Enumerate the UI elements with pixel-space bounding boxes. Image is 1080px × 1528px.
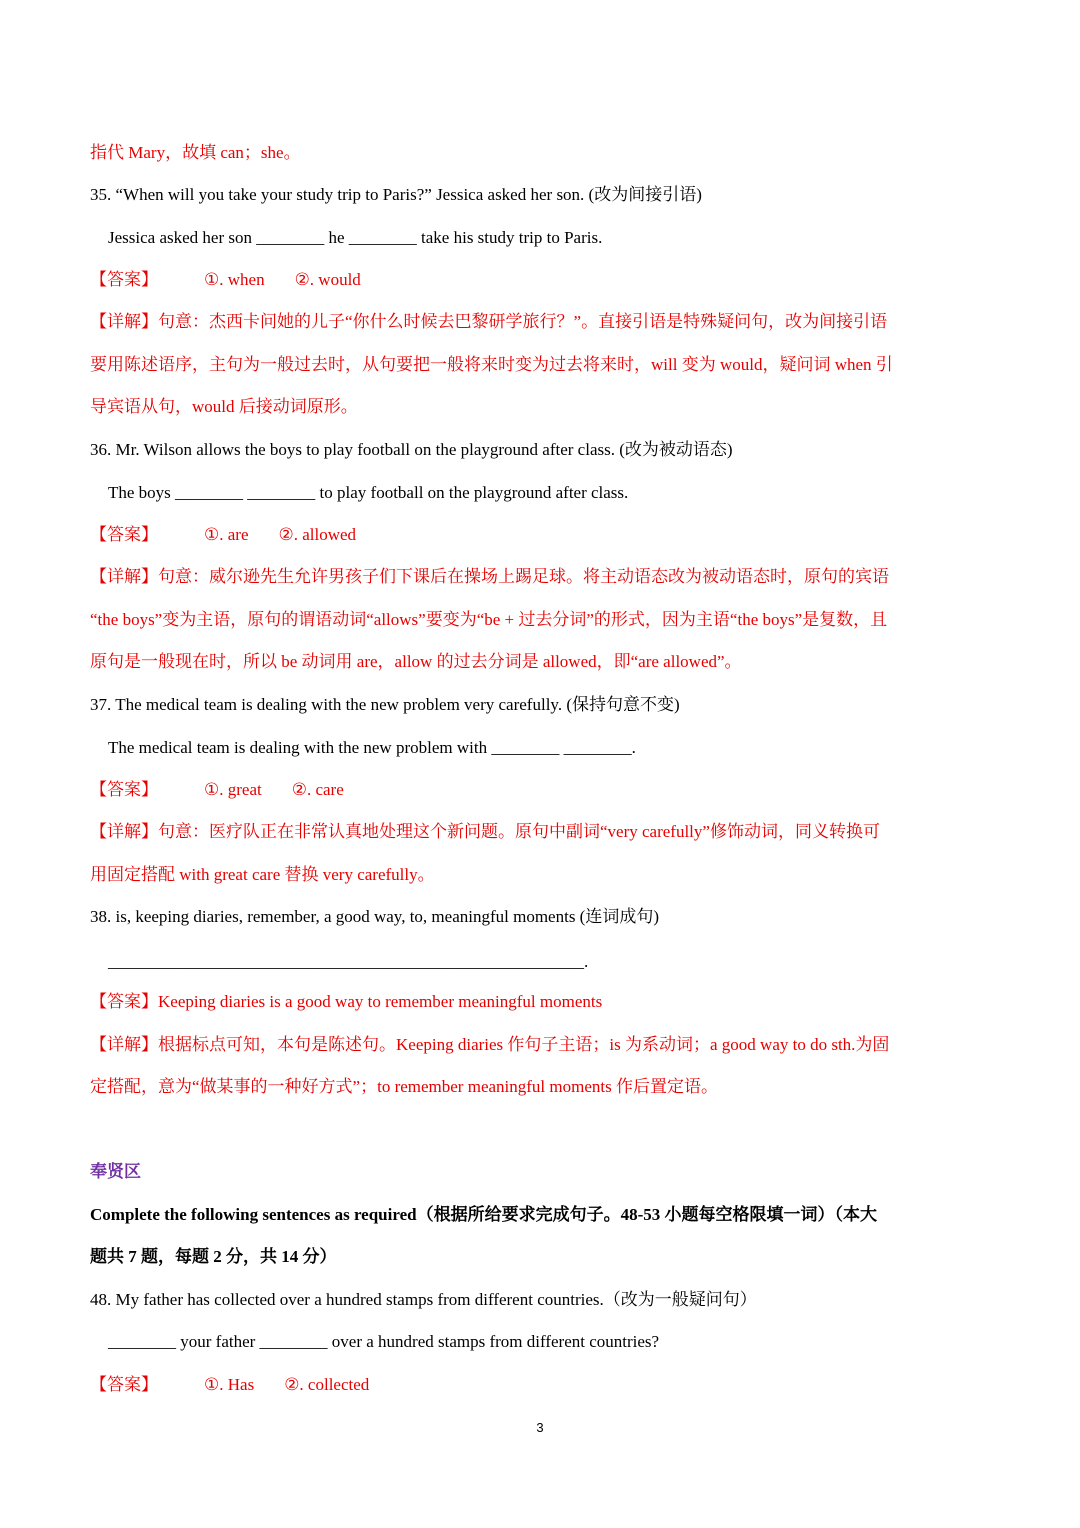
explanation-tail-34: 指代 Mary，故填 can；she。	[90, 143, 301, 162]
answer-35-item-1: ①. when	[204, 270, 265, 289]
explanation-38-line-2: 定搭配，意为“做某事的一种好方式”；to remember meaningful moments 作后置定语。	[90, 1077, 718, 1096]
answer-48	[90, 1374, 984, 1396]
explanation-37-line-1: 【详解】句意：医疗队正在非常认真地处理这个新问题。原句中副词“very carefully”修饰动词，同义转换可	[90, 822, 880, 841]
question-37: 37. The medical team is dealing with the new problem very carefully. (保持句意不变)	[90, 695, 680, 714]
question-48: 48. My father has collected over a hundred stamps from different countries.（改为一般疑问句）	[90, 1290, 757, 1309]
explanation-36-line-1: 【详解】句意：威尔逊先生允许男孩子们下课后在操场上踢足球。将主动语态改为被动语态时，原句的宾语	[90, 567, 889, 586]
explanation-35-line-1: 【详解】句意：杰西卡问她的儿子“你什么时候去巴黎研学旅行？”。直接引语是特殊疑问句，改为间接引语	[90, 312, 888, 331]
answer-36-item-2: ②. allowed	[278, 525, 357, 544]
explanation-36-line-2: “the boys”变为主语，原句的谓语动词“allows”要变为“be + 过去分词”的形式，因为主语“the boys”是复数，且	[90, 610, 888, 629]
answer-48-item-2: ②. collected	[284, 1375, 370, 1394]
answer-label: 【答案】	[90, 525, 158, 544]
answer-label: 【答案】	[90, 1375, 158, 1394]
question-36: 36. Mr. Wilson allows the boys to play football on the playground after class. (改为被动语态)	[90, 440, 733, 459]
explanation-35-line-3: 导宾语从句，would 后接动词原形。	[90, 397, 358, 416]
answer-36	[90, 524, 984, 546]
answer-label: 【答案】	[90, 780, 158, 799]
section-instruction-line-1: Complete the following sentences as required（根据所给要求完成句子。48-53 小题每空格限填一词）（本大	[90, 1205, 878, 1224]
answer-36-item-1: ①. are	[204, 525, 249, 544]
answer-35-item-2: ②. would	[294, 270, 361, 289]
explanation-38-line-1: 【详解】根据标点可知，本句是陈述句。Keeping diaries 作句子主语；is 为系动词；a good way to do sth.为固	[90, 1035, 890, 1054]
answer-37-item-1: ①. great	[204, 780, 262, 799]
question-38: 38. is, keeping diaries, remember, a good way, to, meaningful moments (连词成句)	[90, 907, 660, 926]
question-37-blank: The medical team is dealing with the new problem with ________ ________.	[108, 738, 636, 757]
question-48-blank: ________ your father ________ over a hundred stamps from different countries?	[108, 1332, 660, 1351]
answer-35	[90, 269, 984, 291]
explanation-36-line-3: 原句是一般现在时，所以 be 动词用 are，allow 的过去分词是 allowed，即“are allowed”。	[90, 652, 742, 671]
explanation-35-line-2: 要用陈述语序，主句为一般过去时，从句要把一般将来时变为过去将来时，will 变为 would，疑问词 when 引	[90, 355, 893, 374]
page-number: 3	[536, 1420, 544, 1435]
question-36-blank: The boys ________ ________ to play football on the playground after class.	[108, 483, 629, 502]
question-35: 35. “When will you take your study trip to Paris?” Jessica asked her son. (改为间接引语)	[90, 185, 702, 204]
answer-48-item-1: ①. Has	[204, 1375, 255, 1394]
answer-37	[90, 779, 984, 801]
answer-label: 【答案】	[90, 270, 158, 289]
answer-37-item-2: ②. care	[291, 780, 344, 799]
answer-38: 【答案】Keeping diaries is a good way to remember meaningful moments	[90, 992, 603, 1011]
question-35-blank: Jessica asked her son ________ he ________ take his study trip to Paris.	[108, 228, 603, 247]
section-instruction-line-2: 题共 7 题，每题 2 分，共 14 分）	[90, 1247, 337, 1266]
question-38-blank: ________________________________________________________.	[108, 952, 589, 971]
district-heading: 奉贤区	[90, 1162, 141, 1181]
explanation-37-line-2: 用固定搭配 with great care 替换 very carefully。	[90, 865, 435, 884]
